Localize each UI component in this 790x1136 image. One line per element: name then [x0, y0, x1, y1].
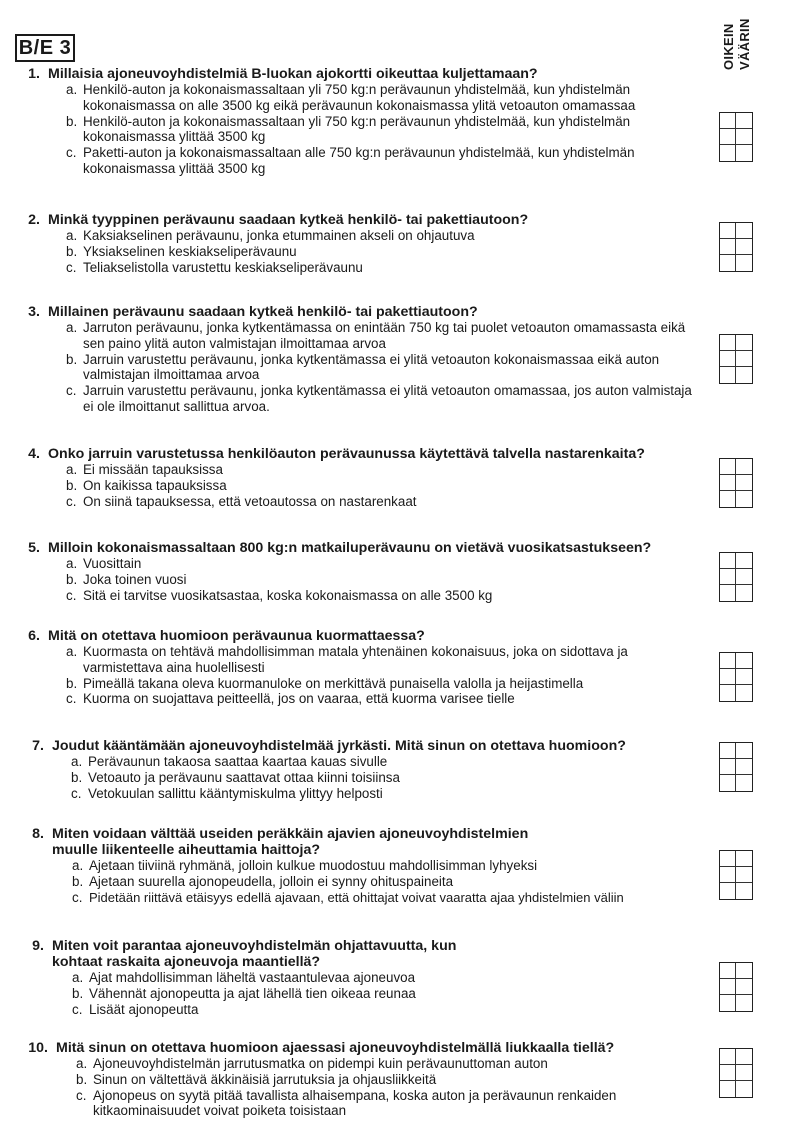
option-b: b. Vetoauto ja perävaunu saattavat ottaa kiinni toisiinsa	[71, 769, 400, 785]
option-a: a. Jarruton perävaunu, jonka kytkentämassa on enintään 750 kg tai puolet vetoauton omamassasta eikä sen paino ylitä auton valmistajan ilmoittamaa arvoa	[66, 320, 686, 351]
option-b: b. Sinun on vältettävä äkkinäisiä jarrutuksia ja ohjausliikkeitä	[76, 1071, 437, 1087]
answer-grid[interactable]	[719, 334, 753, 384]
question-text: Onko jarruin varustetussa henkilöauton perävaunussa käytettävä talvella nastarenkaita?	[48, 446, 645, 462]
option-b: b. Henkilö-auton ja kokonaismassaltaan yli 750 kg:n perävaunun yhdistelmää, kun yhdistelmän kokonaismassa ylittää 3500 kg	[66, 113, 631, 145]
question-4	[0, 446, 700, 509]
column-header-correct: OIKEIN	[721, 23, 736, 70]
option-a: a. Perävaunun takaosa saattaa kaartaa kauas sivulle	[71, 754, 388, 769]
question-6	[0, 628, 700, 707]
question-3	[0, 304, 700, 415]
question-number: 10.	[28, 1040, 48, 1056]
question-number: 7.	[32, 738, 44, 754]
option-a: a. Ajoneuvoyhdistelmän jarrutusmatka on pidempi kuin perävaunuttoman auton	[76, 1056, 548, 1071]
question-text: Mitä on otettava huomioon perävaunua kuormattaessa?	[48, 628, 425, 644]
option-a: a. Kuormasta on tehtävä mahdollisimman matala yhtenäinen kokonaisuus, joka on sidottava ja varmistettava aina huolellisesti	[66, 644, 628, 675]
answer-grid[interactable]	[719, 458, 753, 508]
option-c: c. Lisäät ajonopeutta	[72, 1001, 199, 1017]
option-a: a. Henkilö-auton ja kokonaismassaltaan yli 750 kg:n perävaunun yhdistelmää, kun yhdistelmän kokonaismassa on alle 3500 kg eikä perävaunun kokonaismassa ylitä vetoauton omamassaa	[66, 82, 636, 113]
question-number: 9.	[32, 938, 44, 954]
test-code-box	[15, 34, 75, 62]
answer-grid[interactable]	[719, 222, 753, 272]
answer-grid[interactable]	[719, 652, 753, 702]
question-text: Milloin kokonaismassaltaan 800 kg:n matkailuperävaunu on vietävä vuosikatsastukseen?	[48, 540, 652, 556]
question-text: Miten voidaan välttää useiden peräkkäin ajavien ajoneuvoyhdistelmien muulle liikenteelle aiheuttamia haittoja?	[52, 826, 529, 858]
option-a: a. Vuosittain	[66, 556, 142, 571]
question-1	[0, 66, 700, 177]
question-number: 6.	[28, 628, 40, 644]
option-a: a. Kaksiakselinen perävaunu, jonka etummainen akseli on ohjautuva	[66, 228, 475, 243]
option-a: a. Ei missään tapauksissa	[66, 462, 223, 477]
answer-grid[interactable]	[719, 112, 753, 162]
question-7	[0, 738, 700, 801]
answer-grid[interactable]	[719, 552, 753, 602]
question-text: Millainen perävaunu saadaan kytkeä henkilö- tai pakettiautoon?	[48, 304, 478, 320]
answer-grid[interactable]	[719, 962, 753, 1012]
option-a: a. Ajetaan tiiviinä ryhmänä, jolloin kulkue muodostuu mahdollisimman lyhyeksi	[72, 858, 538, 873]
option-c: c. Paketti-auton ja kokonaismassaltaan alle 750 kg:n perävaunun yhdistelmää, kun yhdistelmän kokonaismassa ylittää 3500 kg	[66, 145, 635, 176]
column-header-wrong: VÄÄRIN	[737, 18, 752, 70]
answer-grid[interactable]	[719, 1048, 753, 1098]
option-a: a. Ajat mahdollisimman läheltä vastaantulevaa ajoneuvoa	[72, 970, 416, 985]
option-c: c. Kuorma on suojattava peitteellä, jos on vaaraa, että kuorma varisee tielle	[66, 691, 515, 707]
option-c: c. On siinä tapauksessa, että vetoautossa on nastarenkaat	[66, 493, 417, 509]
question-text: Miten voit parantaa ajoneuvoyhdistelmän ohjattavuutta, kun kohtaat raskaita ajoneuvoja maantiellä?	[52, 938, 457, 970]
question-number: 2.	[28, 212, 40, 228]
option-c: c. Jarruin varustettu perävaunu, jonka kytkentämassa ei ylitä vetoauton omamassaa, jos auton valmistaja ei ole ilmoittanut sallittua arvoa.	[66, 383, 692, 414]
question-text: Millaisia ajoneuvoyhdistelmiä B-luokan ajokortti oikeuttaa kuljettamaan?	[48, 66, 538, 82]
option-b: b. Ajetaan suurella ajonopeudella, jolloin ei synny ohituspaineita	[72, 873, 454, 889]
question-number: 5.	[28, 540, 40, 556]
answer-grid[interactable]	[719, 742, 753, 792]
question-number: 1.	[28, 66, 40, 82]
option-b: b. On kaikissa tapauksissa	[66, 477, 227, 493]
option-c: c. Sitä ei tarvitse vuosikatsastaa, koska kokonaismassa on alle 3500 kg	[66, 587, 493, 603]
question-number: 4.	[28, 446, 40, 462]
option-c: c. Vetokuulan sallittu kääntymiskulma ylittyy helposti	[71, 785, 383, 801]
option-c: c. Teliakselistolla varustettu keskiakseliperävaunu	[66, 259, 363, 275]
question-9	[0, 938, 700, 1017]
question-10	[0, 1040, 700, 1119]
question-text: Joudut kääntämään ajoneuvoyhdistelmää jyrkästi. Mitä sinun on otettava huomioon?	[52, 738, 626, 754]
question-text: Mitä sinun on otettava huomioon ajaessasi ajoneuvoyhdistelmällä liukkaalla tiellä?	[56, 1040, 615, 1056]
question-8	[0, 826, 700, 905]
question-text: Minkä tyyppinen perävaunu saadaan kytkeä henkilö- tai pakettiautoon?	[48, 212, 529, 228]
test-code: B/E 3	[18, 36, 72, 59]
question-2	[0, 212, 700, 275]
option-c: c. Ajonopeus on syytä pitää tavallista alhaisempana, koska auton ja perävaunun renkaiden kitkaominaisuudet voivat poiketa toisistaan	[76, 1087, 617, 1119]
question-number: 3.	[28, 304, 40, 320]
option-b: b. Joka toinen vuosi	[66, 571, 187, 587]
option-b: b. Vähennät ajonopeutta ja ajat lähellä tien oikeaa reunaa	[72, 985, 416, 1001]
option-b: b. Jarruin varustettu perävaunu, jonka kytkentämassa ei ylitä vetoauton kokonaismassaa eikä auton valmistajan ilmoittamaa arvoa	[66, 351, 660, 383]
option-c: c. Pidetään riittävä etäisyys edellä ajavaan, että ohittajat voivat vaaratta ajaa yhdistelmien väliin	[72, 889, 624, 905]
answer-grid[interactable]	[719, 850, 753, 900]
question-number: 8.	[32, 826, 44, 842]
option-b: b. Pimeällä takana oleva kuormanuloke on merkittävä punaisella valolla ja heijastimella	[66, 675, 584, 691]
option-b: b. Yksiakselinen keskiakseliperävaunu	[66, 243, 297, 259]
question-5	[0, 540, 700, 603]
answer-column-headers	[722, 8, 752, 70]
